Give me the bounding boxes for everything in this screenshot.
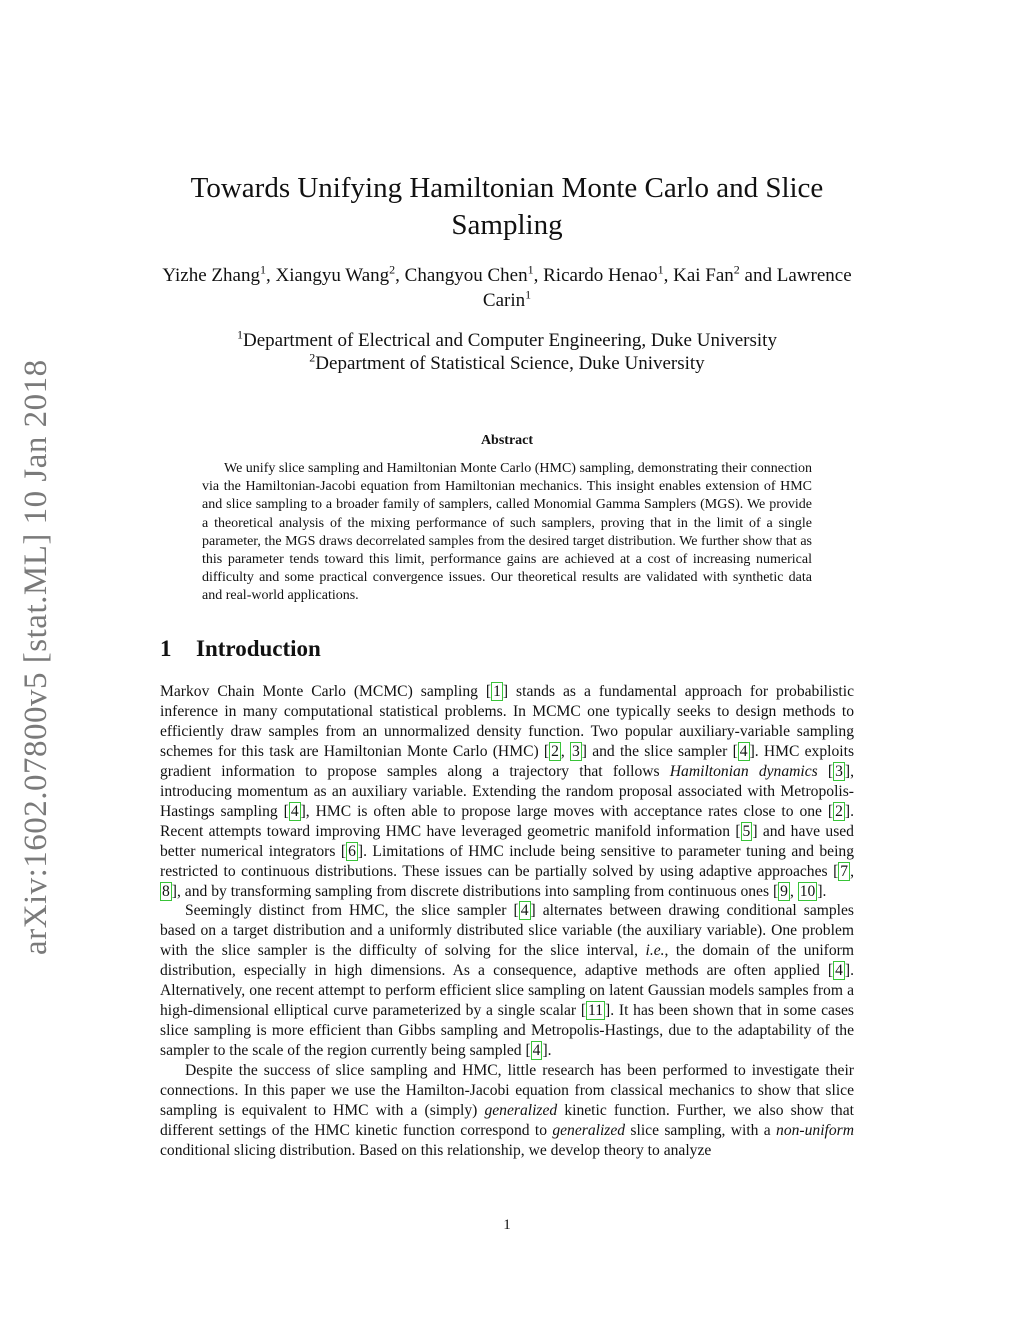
citation-link[interactable]: 4 <box>835 962 843 980</box>
text-run: Markov Chain Monte Carlo (MCMC) sampling [ <box>160 683 492 700</box>
citation-link[interactable]: 11 <box>588 1002 604 1020</box>
author-name: Changyou Chen <box>404 265 528 286</box>
paragraph <box>160 1061 854 1161</box>
emphasis-text: non-uniform <box>776 1121 854 1139</box>
paragraph <box>160 682 854 901</box>
author-separator: , <box>533 265 544 286</box>
affiliation-list <box>150 329 864 375</box>
citation-link[interactable]: 2 <box>551 742 559 760</box>
affiliation-mark: 2 <box>389 262 396 277</box>
affiliation-mark: 1 <box>525 287 532 302</box>
author-name: Lawrence Carin <box>482 265 852 311</box>
text-run: ]. HMC exploits gradient information to propose samples along a trajectory that follows <box>160 742 855 780</box>
author-separator: , <box>663 265 674 286</box>
text-run: , <box>560 742 570 760</box>
text-run: ] and the slice sampler [ <box>581 742 738 760</box>
emphasis-text: i.e. <box>645 942 665 960</box>
text-run: , <box>789 882 798 900</box>
affiliation-mark: 2 <box>733 262 740 277</box>
affiliation-mark: 1 <box>527 262 534 277</box>
paper-title: Towards Unifying Hamiltonian Monte Carlo and Slice Sampling <box>190 172 824 241</box>
affiliation-mark: 1 <box>657 262 664 277</box>
author-name: Kai Fan <box>673 265 734 286</box>
affiliation-mark: 1 <box>237 327 244 342</box>
text-run: ], and by transforming sampling from discrete distributions into sampling from continuous ones [ <box>171 882 779 900</box>
citation-link[interactable]: 8 <box>162 882 170 900</box>
author-separator: , <box>395 265 405 286</box>
body-text <box>160 682 854 1161</box>
text-run: slice sampling, with a <box>625 1121 777 1139</box>
citation-link[interactable]: 4 <box>520 902 529 920</box>
paragraph <box>160 901 854 1061</box>
text-run: ]. <box>817 882 827 900</box>
emphasis-text: generalized <box>484 1102 558 1120</box>
citation-link[interactable]: 4 <box>739 742 748 760</box>
abstract-heading: Abstract <box>480 433 534 448</box>
text-run: , the domain of the uniform distribution, especially in high dimensions. As a consequence, adaptive methods are often applied [ <box>160 942 854 980</box>
text-run: Despite the success of slice sampling and HMC, little research has been performed to investigate their connections. In this paper we use the Hamilton-Jacobi equation from classical mechanics to show that slice sampling is equivalent to HMC with a (simply) <box>160 1062 854 1120</box>
text-run: ]. It has been shown that in some cases slice sampling is more efficient than Gibbs sampling and Metropolis-Hastings, due to the adaptability of the sampler to the scale of the region currently being sampled [ <box>160 1002 854 1060</box>
text-run: [ <box>817 762 834 780</box>
affiliation-line <box>150 329 864 352</box>
abstract-text: We unify slice sampling and Hamiltonian Monte Carlo (HMC) sampling, demonstrating their connection via the Hamiltonian-Jacobi equation from Hamiltonian mechanics. This insight enables extension of HMC and slice sampling to a broader family of samplers, called Monomial Gamma Samplers (MGS). We provide a theoretical analysis of the mixing performance of such samplers, proving that in the limit of a single parameter, the MGS draws decorrelated samples from the desired target distribution. We further show that as this parameter tends toward this limit, performance gains are achieved at a cost of increasing numerical difficulty and some practical convergence issues. Our theoretical results are validated with synthetic data and real-world applications. <box>202 461 812 604</box>
emphasis-text: Hamiltonian dynamics <box>669 762 818 780</box>
affiliation-mark: 1 <box>259 262 266 277</box>
text-run: ] stands as a fundamental approach for probabilistic inference in many computational statistical problems. In MCMC one typically seeks to design methods to efficiently draw samples from an unnormalized density function. Two popular auxiliary-variable sampling schemes for this task are Hamiltonian Monte Carlo (HMC) [ <box>160 683 854 760</box>
text-run: ]. Limitations of HMC include being sensitive to parameter tuning and being restricted to continuous distributions. These issues can be partially solved by using adaptive approaches [ <box>160 842 854 880</box>
text-run: conditional slicing distribution. Based on this relationship, we develop theory to analyze <box>160 1141 712 1159</box>
emphasis-text: generalized <box>552 1121 626 1139</box>
citation-link[interactable]: 9 <box>780 882 788 900</box>
section-number: 1 <box>160 636 172 661</box>
author-name: Ricardo Henao <box>543 265 658 286</box>
author-name: Xiangyu Wang <box>275 265 390 286</box>
section-title: Introduction <box>196 636 321 661</box>
citation-link[interactable]: 10 <box>799 882 816 900</box>
text-run: ] alternates between drawing conditional samples based on a target distribution and a uniformly distributed slice variable (the auxiliary variable). One problem with the slice sampler is the difficulty of solving for the slice interval, <box>160 902 854 960</box>
page-number: 1 <box>503 1217 511 1233</box>
text-run: ]. Recent attempts toward improving HMC have leveraged geometric manifold information [ <box>160 802 854 840</box>
citation-link[interactable]: 3 <box>572 742 580 760</box>
citation-link[interactable]: 2 <box>835 802 843 820</box>
affiliation-mark: 2 <box>309 350 316 365</box>
author-name: Yizhe Zhang <box>162 265 260 286</box>
text-run: kinetic function. Further, we also show that different settings of the HMC kinetic function correspond to <box>160 1102 854 1139</box>
text-run: ]. <box>542 1042 552 1060</box>
arxiv-identifier-stamp: arXiv:1602.07800v5 [stat.ML] 10 Jan 2018 <box>18 359 54 955</box>
citation-link[interactable]: 5 <box>742 822 751 840</box>
text-run: Seemingly distinct from HMC, the slice sampler [ <box>185 902 519 920</box>
affiliation-name: Department of Electrical and Computer Engineering, Duke University <box>243 330 777 351</box>
citation-link[interactable]: 7 <box>840 862 849 880</box>
author-list <box>150 263 864 313</box>
citation-link[interactable]: 3 <box>835 762 843 780</box>
text-run: ] and have used better numerical integrators [ <box>160 822 854 860</box>
affiliation-name: Department of Statistical Science, Duke University <box>315 353 705 374</box>
text-run: ]. Alternatively, one recent attempt to perform efficient slice sampling on latent Gaussian models samples from a high-dimensional elliptical curve parameterized by a single scalar [ <box>160 962 854 1020</box>
citation-link[interactable]: 6 <box>348 842 356 860</box>
text-run: ], HMC is often able to propose large moves with acceptance rates close to one [ <box>300 802 834 820</box>
citation-link[interactable]: 4 <box>290 802 299 820</box>
author-separator: , <box>265 265 276 286</box>
affiliation-line <box>150 352 864 375</box>
author-separator: and <box>739 265 777 286</box>
section-heading <box>160 636 321 662</box>
text-run: , <box>850 862 854 880</box>
text-run: ], introducing momentum as an auxiliary variable. Extending the random proposal associated with Metropolis-Hastings sampling [ <box>160 762 854 820</box>
citation-link[interactable]: 4 <box>532 1042 541 1060</box>
citation-link[interactable]: 1 <box>493 683 501 700</box>
